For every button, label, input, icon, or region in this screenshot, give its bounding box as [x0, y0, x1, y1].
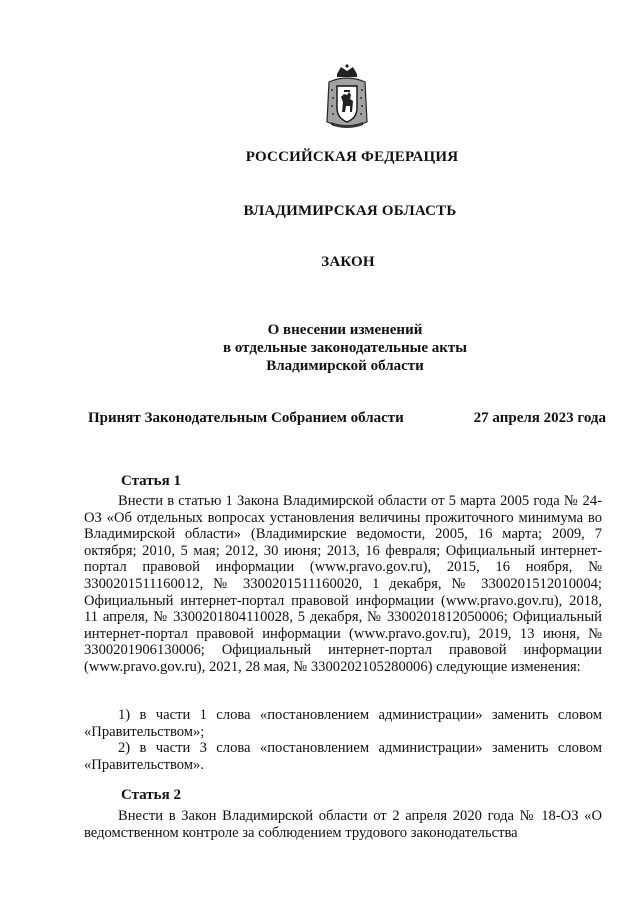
article-1-item-1: 1) в части 1 слова «постановлением администрации» заменить словом «Правительством»; — [84, 707, 602, 740]
article-1-item-2: 2) в части 3 слова «постановлением администрации» заменить словом «Правительством». — [84, 740, 602, 773]
article-2-title: Статья 2 — [121, 787, 181, 803]
country-heading: РОССИЙСКАЯ ФЕДЕРАЦИЯ — [245, 149, 459, 165]
adoption-line — [88, 410, 606, 427]
article-1-paragraph: Внести в статью 1 Закона Владимирской области от 5 марта 2005 года № 24-ОЗ «Об отдельных вопросах установления величины прожиточного минимума во Владимирской области» (Владимирские ведомости, 2005, 16 марта; 2009, 7 октября; 2010, 5 мая; 2012, 30 июня; 2013, 16 февраля; Официальный интернет-портал правовой информации (www.pravo.gov.ru), 2015, 16 ноября, № 3300201511160012, № 3300201511160020, 1 декабря, № 3300201512010004; Официальный интернет-портал правовой информации (www.pravo.gov.ru), 2018, 11 апреля, № 3300201804110028, 5 декабря, № 3300201812050006; Официальный интернет-портал правовой информации (www.pravo.gov.ru), 2019, 13 июня, № 3300201906130006; Официальный интернет-портал правовой информации (www.pravo.gov.ru), 2021, 28 мая, № 3300202105280006) следующие изменения: — [84, 493, 602, 675]
adopted-date: 27 апреля 2023 года — [473, 410, 606, 426]
coat-of-arms-icon — [323, 64, 371, 130]
subject-line: в отдельные законодательные акты — [223, 340, 467, 356]
article-2-paragraph: Внести в Закон Владимирской области от 2 апреля 2020 года № 18-ОЗ «О ведомственном контроле за соблюдением трудового законодательства — [84, 808, 602, 841]
article-1-title: Статья 1 — [121, 473, 181, 489]
subject-line: Владимирской области — [266, 358, 424, 374]
subject-line: О внесении изменений — [267, 322, 423, 338]
law-subject — [150, 321, 540, 375]
document-type-heading: ЗАКОН — [321, 254, 375, 270]
adopted-by: Принят Законодательным Собранием области — [88, 410, 404, 426]
region-heading: ВЛАДИМИРСКАЯ ОБЛАСТЬ — [243, 203, 457, 219]
